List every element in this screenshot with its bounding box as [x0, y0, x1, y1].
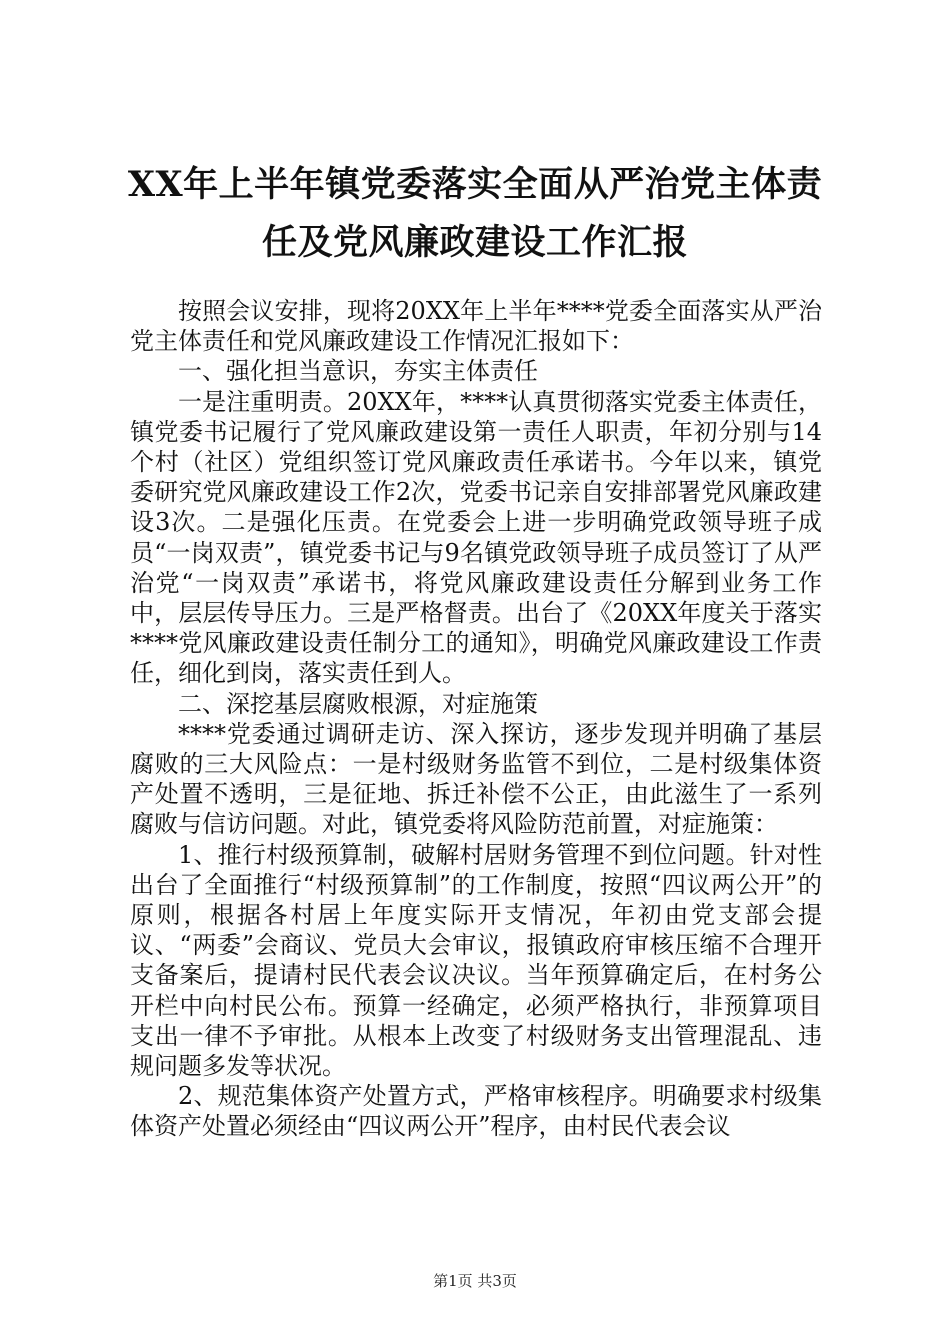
- document-title-line-2: 任及党风廉政建设工作汇报: [261, 222, 688, 263]
- paragraph-risk-points: ****党委通过调研走访、深入探访，逐步发现并明确了基层腐败的三大风险点：一是村级财务监管不到位，二是村级集体资产处置不透明，三是征地、拆迁补偿不公正，由此滋生了一系列腐败与信访问题。对此，镇党委将风险防范前置，对症施策：: [130, 719, 822, 839]
- paragraph-responsibility: 一是注重明责。20XX年，****认真贯彻落实党委主体责任，镇党委书记履行了党风廉政建设第一责任人职责，年初分别与14个村（社区）党组织签订党风廉政责任承诺书。今年以来，镇党委研究党风廉政建设工作2次，党委书记亲自安排部署党风廉政建设3次。二是强化压责。在党委会上进一步明确党政领导班子成员“一岗双责”，镇党委书记与9名镇党政领导班子成员签订了从严治党“一岗双责”承诺书，将党风廉政建设责任分解到业务工作中，层层传导压力。三是严格督责。出台了《20XX年度关于落实****党风廉政建设责任制分工的通知》，明确党风廉政建设工作责任，细化到岗，落实责任到人。: [130, 387, 822, 688]
- paragraph-asset-disposal: 2、规范集体资产处置方式，严格审核程序。明确要求村级集体资产处置必须经由“四议两公开”程序，由村民代表会议: [130, 1082, 822, 1141]
- section-heading-2: 二、深挖基层腐败根源，对症施策: [178, 689, 538, 718]
- paragraph-budget-system: 1、推行村级预算制，破解村居财务管理不到位问题。针对性出台了全面推行“村级预算制”的工作制度，按照“四议两公开”的原则，根据各村居上年度实际开支情况，年初由党支部会提议、“两委”会商议、党员大会审议，报镇政府审核压缩不合理开支备案后，提请村民代表会议决议。当年预算确定后，在村务公开栏中向村民公布。预算一经确定，必须严格执行，非预算项目支出一律不予审批。从根本上改变了村级财务支出管理混乱、违规问题多发等状况。: [130, 840, 822, 1081]
- document-title-line-1: XX年上半年镇党委落实全面从严治党主体责: [127, 164, 823, 205]
- document-body: [130, 296, 822, 1142]
- section-heading-1: 一、强化担当意识，夯实主体责任: [178, 357, 538, 386]
- paragraph-intro: 按照会议安排，现将20XX年上半年****党委全面落实从严治党主体责任和党风廉政建设工作情况汇报如下：: [130, 297, 822, 356]
- page-number-footer: 第1页 共3页: [433, 1272, 517, 1290]
